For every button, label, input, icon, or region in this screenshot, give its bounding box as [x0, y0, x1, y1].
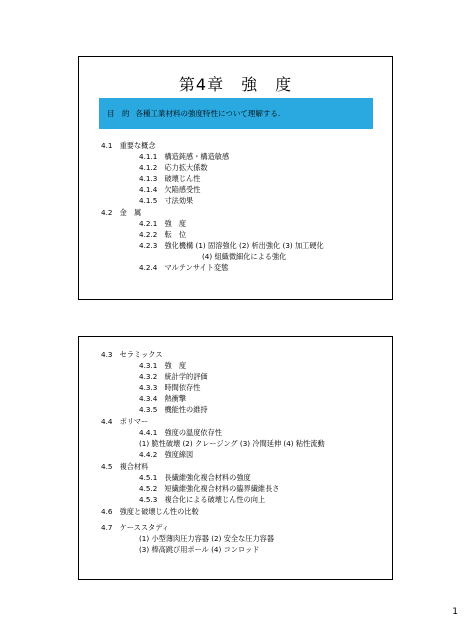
- section-heading: 4.5 複合材料: [101, 462, 149, 471]
- subsection-continuation: (4) 組織微細化による強化: [202, 252, 287, 261]
- subsection-item: 4.1.2 応力拡大係数: [139, 163, 208, 172]
- subsection-item: 4.2.3 強化機構 (1) 固溶強化 (2) 析出強化 (3) 加工硬化: [139, 241, 324, 250]
- subsection-item: 4.2.4 マルテンサイト変態: [139, 263, 229, 272]
- section-heading: 4.3 セラミックス: [101, 350, 163, 359]
- objective-label: 目 的: [107, 109, 130, 118]
- objective-box: [99, 98, 373, 129]
- subsection-item: 4.5.1 長繊維強化複合材料の強度: [139, 473, 251, 482]
- subsection-item: 4.1.3 破壊じん性: [139, 174, 201, 183]
- subsection-item: 4.3.5 機能性の維持: [139, 405, 208, 414]
- subsection-item: 4.1.1 構造鈍感・構造敏感: [139, 152, 230, 161]
- subsection-item: 4.3.4 熱衝撃: [139, 394, 187, 403]
- page-number: 1: [452, 607, 458, 617]
- subsection-item: 4.3.1 強 度: [139, 361, 187, 370]
- subsection-detail: (1) 小型薄肉圧力容器 (2) 安全な圧力容器: [139, 534, 275, 543]
- subsection-detail: (3) 棒高跳び用ポール (4) コンロッド: [139, 545, 260, 554]
- objective-text: 各種工業材料の強度特性について理解する.: [135, 109, 281, 118]
- section-heading: 4.1 重要な概念: [101, 141, 156, 150]
- slide-title: 第4章 強 度: [178, 75, 293, 94]
- subsection-item: 4.4.1 強度の温度依存性: [139, 428, 222, 437]
- subsection-item: 4.3.3 時間依存性: [139, 383, 201, 392]
- subsection-item: 4.3.2 統計学的評価: [139, 372, 208, 381]
- section-heading: 4.4 ポリマー: [101, 417, 149, 426]
- subsection-item: 4.5.3 複合化による破壊じん性の向上: [139, 495, 266, 504]
- slide-1: [78, 56, 393, 300]
- subsection-item: 4.4.2 強度線図: [139, 450, 194, 459]
- subsection-item: 4.1.5 寸法効果: [139, 196, 194, 205]
- section-heading: 4.6 強度と破壊じん性の比較: [101, 507, 199, 516]
- section-heading: 4.7 ケーススタディ: [101, 523, 169, 532]
- subsection-item: 4.5.2 短繊維強化複合材料の臨界繊維長さ: [139, 484, 280, 493]
- subsection-detail: (1) 脆性破壊 (2) クレージング (3) 冷間延伸 (4) 粘性流動: [139, 439, 325, 448]
- section-heading: 4.2 金 属: [101, 208, 142, 217]
- slide-2: [78, 336, 393, 580]
- subsection-item: 4.1.4 欠陥感受性: [139, 185, 201, 194]
- subsection-item: 4.2.2 転 位: [139, 230, 187, 239]
- subsection-item: 4.2.1 強 度: [139, 219, 187, 228]
